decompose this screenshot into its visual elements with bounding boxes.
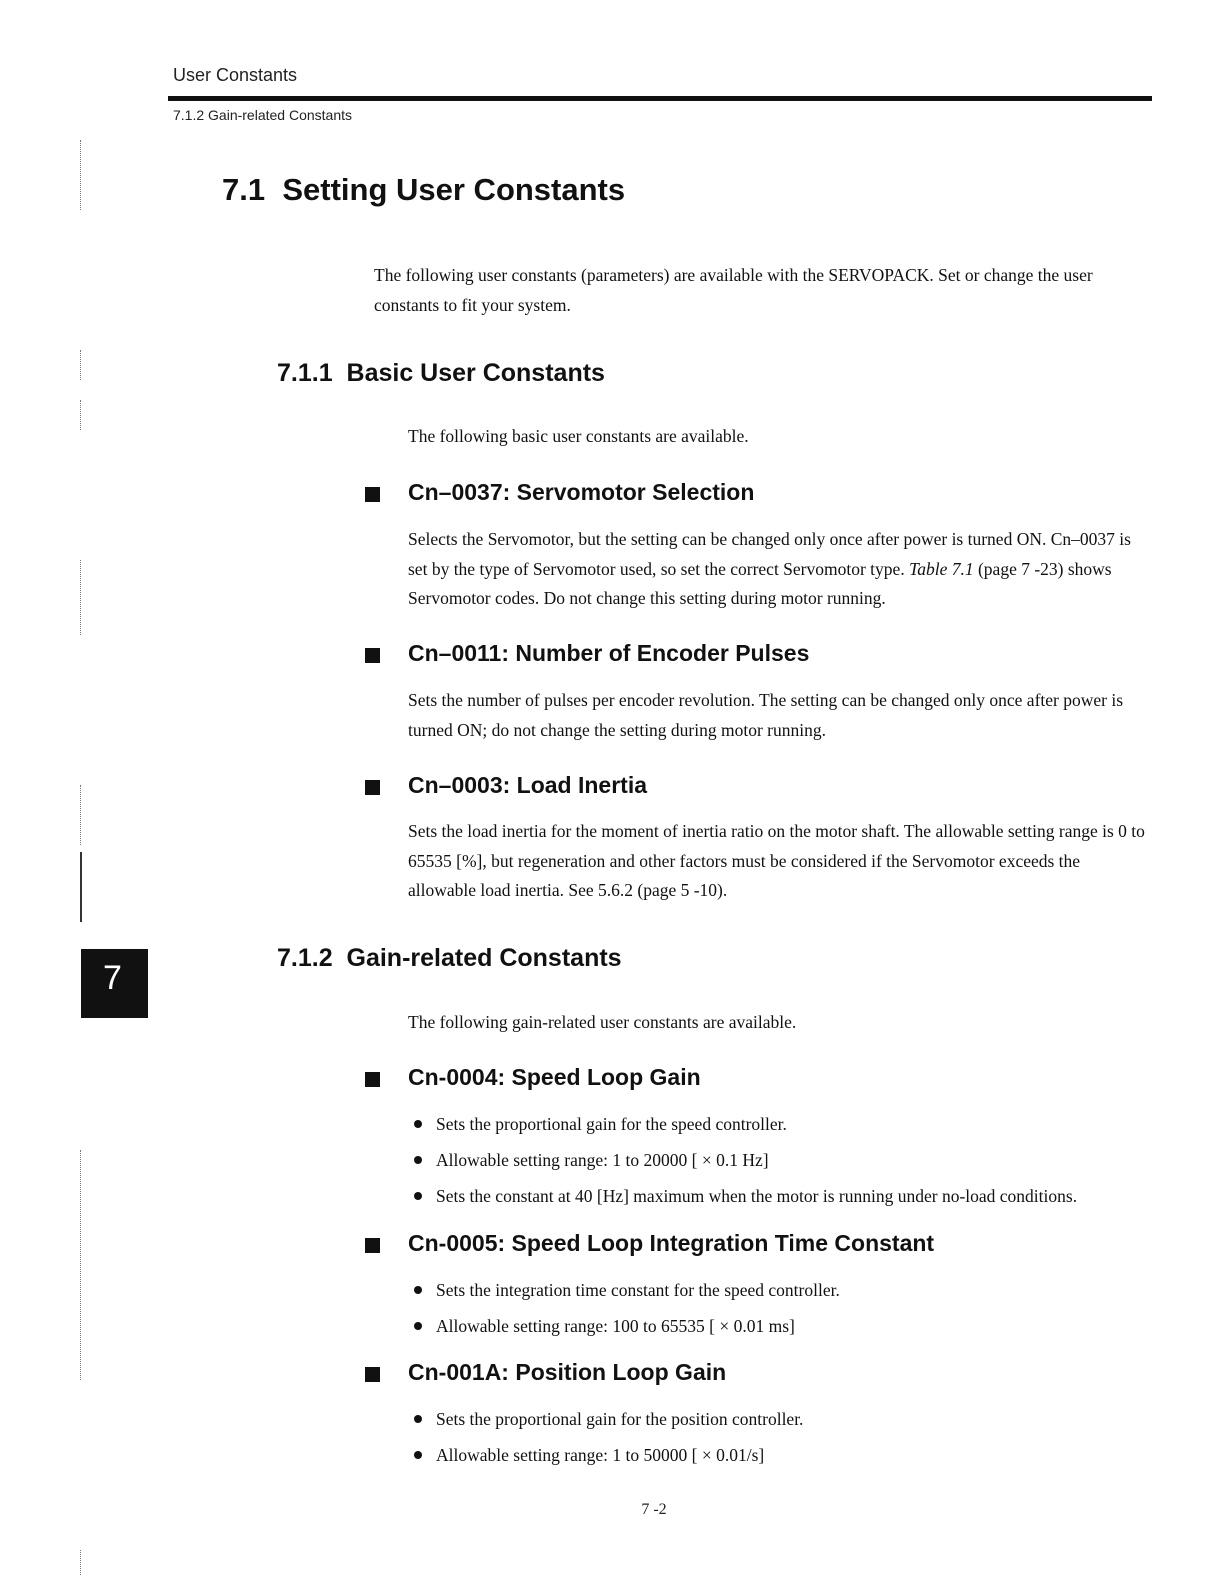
constant-heading-cn0004: Cn-0004: Speed Loop Gain xyxy=(408,1064,701,1090)
margin-dotted-line xyxy=(80,140,82,210)
constant-heading-cn0003: Cn–0003: Load Inertia xyxy=(408,772,648,798)
constant-description-cn0037: Selects the Servomotor, but the setting can be changed only once after power is turned ON. Cn–0037 is set by the type of Servomotor used, so set the correct Servomotor type. Table 7.1 (page 7 -23) shows Servomotor codes. Do not change this setting during motor running. xyxy=(408,529,1131,608)
constant-heading-cn001a: Cn-001A: Position Loop Gain xyxy=(408,1359,727,1385)
bullet-dot-icon xyxy=(414,1120,422,1128)
list-item: Allowable setting range: 1 to 20000 [ × 0.1 Hz] xyxy=(412,1142,1077,1178)
list-item: Sets the integration time constant for the speed controller. xyxy=(412,1272,840,1308)
running-header-section: 7.1.2 Gain-related Constants xyxy=(173,107,352,123)
square-bullet-icon xyxy=(365,1238,380,1253)
constant-heading-cn0011: Cn–0011: Number of Encoder Pulses xyxy=(408,640,810,666)
bullet-dot-icon xyxy=(414,1192,422,1200)
margin-dotted-line xyxy=(80,1150,82,1380)
list-item: Sets the constant at 40 [Hz] maximum when the motor is running under no-load conditions. xyxy=(412,1178,1077,1214)
bullet-dot-icon xyxy=(414,1156,422,1164)
section-7-1-intro: The following user constants (parameters) are available with the SERVOPACK. Set or change the user constants to fit your system. xyxy=(374,265,1093,315)
square-bullet-icon xyxy=(365,1367,380,1382)
bullet-list-cn0004 xyxy=(412,1106,1077,1214)
section-number: 7.1.2 xyxy=(277,944,333,972)
margin-dotted-line xyxy=(80,350,82,380)
running-header-chapter-title: User Constants xyxy=(173,65,298,85)
section-title: Gain-related Constants xyxy=(346,944,622,972)
section-7-1-2-intro: The following gain-related user constants are available. xyxy=(408,1012,797,1032)
section-7-1-heading xyxy=(222,172,625,208)
constant-description-cn0011: Sets the number of pulses per encoder revolution. The setting can be changed only once after power is turned ON; do not change the setting during motor running. xyxy=(408,690,1124,740)
constant-heading-cn0037: Cn–0037: Servomotor Selection xyxy=(408,479,755,505)
bullet-list-cn0005 xyxy=(412,1272,840,1344)
list-item: Sets the proportional gain for the position controller. xyxy=(412,1401,803,1437)
constant-description-cn0003: Sets the load inertia for the moment of inertia ratio on the motor shaft. The allowable setting range is 0 to 65535 [%], but regeneration and other factors must be considered if the Servomotor exceeds the allowable load inertia. See 5.6.2 (page 5 -10). xyxy=(408,821,1145,900)
chapter-tab xyxy=(81,949,148,1018)
section-number: 7.1 xyxy=(222,172,266,207)
margin-dotted-line xyxy=(80,560,82,635)
square-bullet-icon xyxy=(365,1072,380,1087)
list-item: Sets the proportional gain for the speed controller. xyxy=(412,1106,1077,1142)
constant-heading-cn0005: Cn-0005: Speed Loop Integration Time Constant xyxy=(408,1230,935,1256)
bullet-dot-icon xyxy=(414,1286,422,1294)
section-7-1-2-heading xyxy=(277,944,622,973)
section-7-1-1-intro: The following basic user constants are available. xyxy=(408,426,749,446)
page-number: 7 -2 xyxy=(641,1501,667,1518)
section-title: Setting User Constants xyxy=(282,172,626,207)
chapter-tab-number: 7 xyxy=(103,959,122,997)
margin-dotted-line xyxy=(80,785,82,845)
bullet-dot-icon xyxy=(414,1451,422,1459)
margin-dotted-line xyxy=(80,1550,82,1575)
square-bullet-icon xyxy=(365,487,380,502)
section-title: Basic User Constants xyxy=(346,359,605,387)
list-item: Allowable setting range: 100 to 65535 [ × 0.01 ms] xyxy=(412,1308,840,1344)
margin-dotted-line xyxy=(80,400,82,430)
header-rule xyxy=(168,96,1152,101)
square-bullet-icon xyxy=(365,648,380,663)
section-7-1-1-heading xyxy=(277,359,605,388)
section-number: 7.1.1 xyxy=(277,359,333,387)
square-bullet-icon xyxy=(365,780,380,795)
bullet-list-cn001a xyxy=(412,1401,803,1473)
table-reference: Table 7.1 xyxy=(909,558,974,579)
bullet-dot-icon xyxy=(414,1322,422,1330)
margin-bar xyxy=(80,852,82,922)
bullet-dot-icon xyxy=(414,1415,422,1423)
list-item: Allowable setting range: 1 to 50000 [ × 0.01/s] xyxy=(412,1437,803,1473)
